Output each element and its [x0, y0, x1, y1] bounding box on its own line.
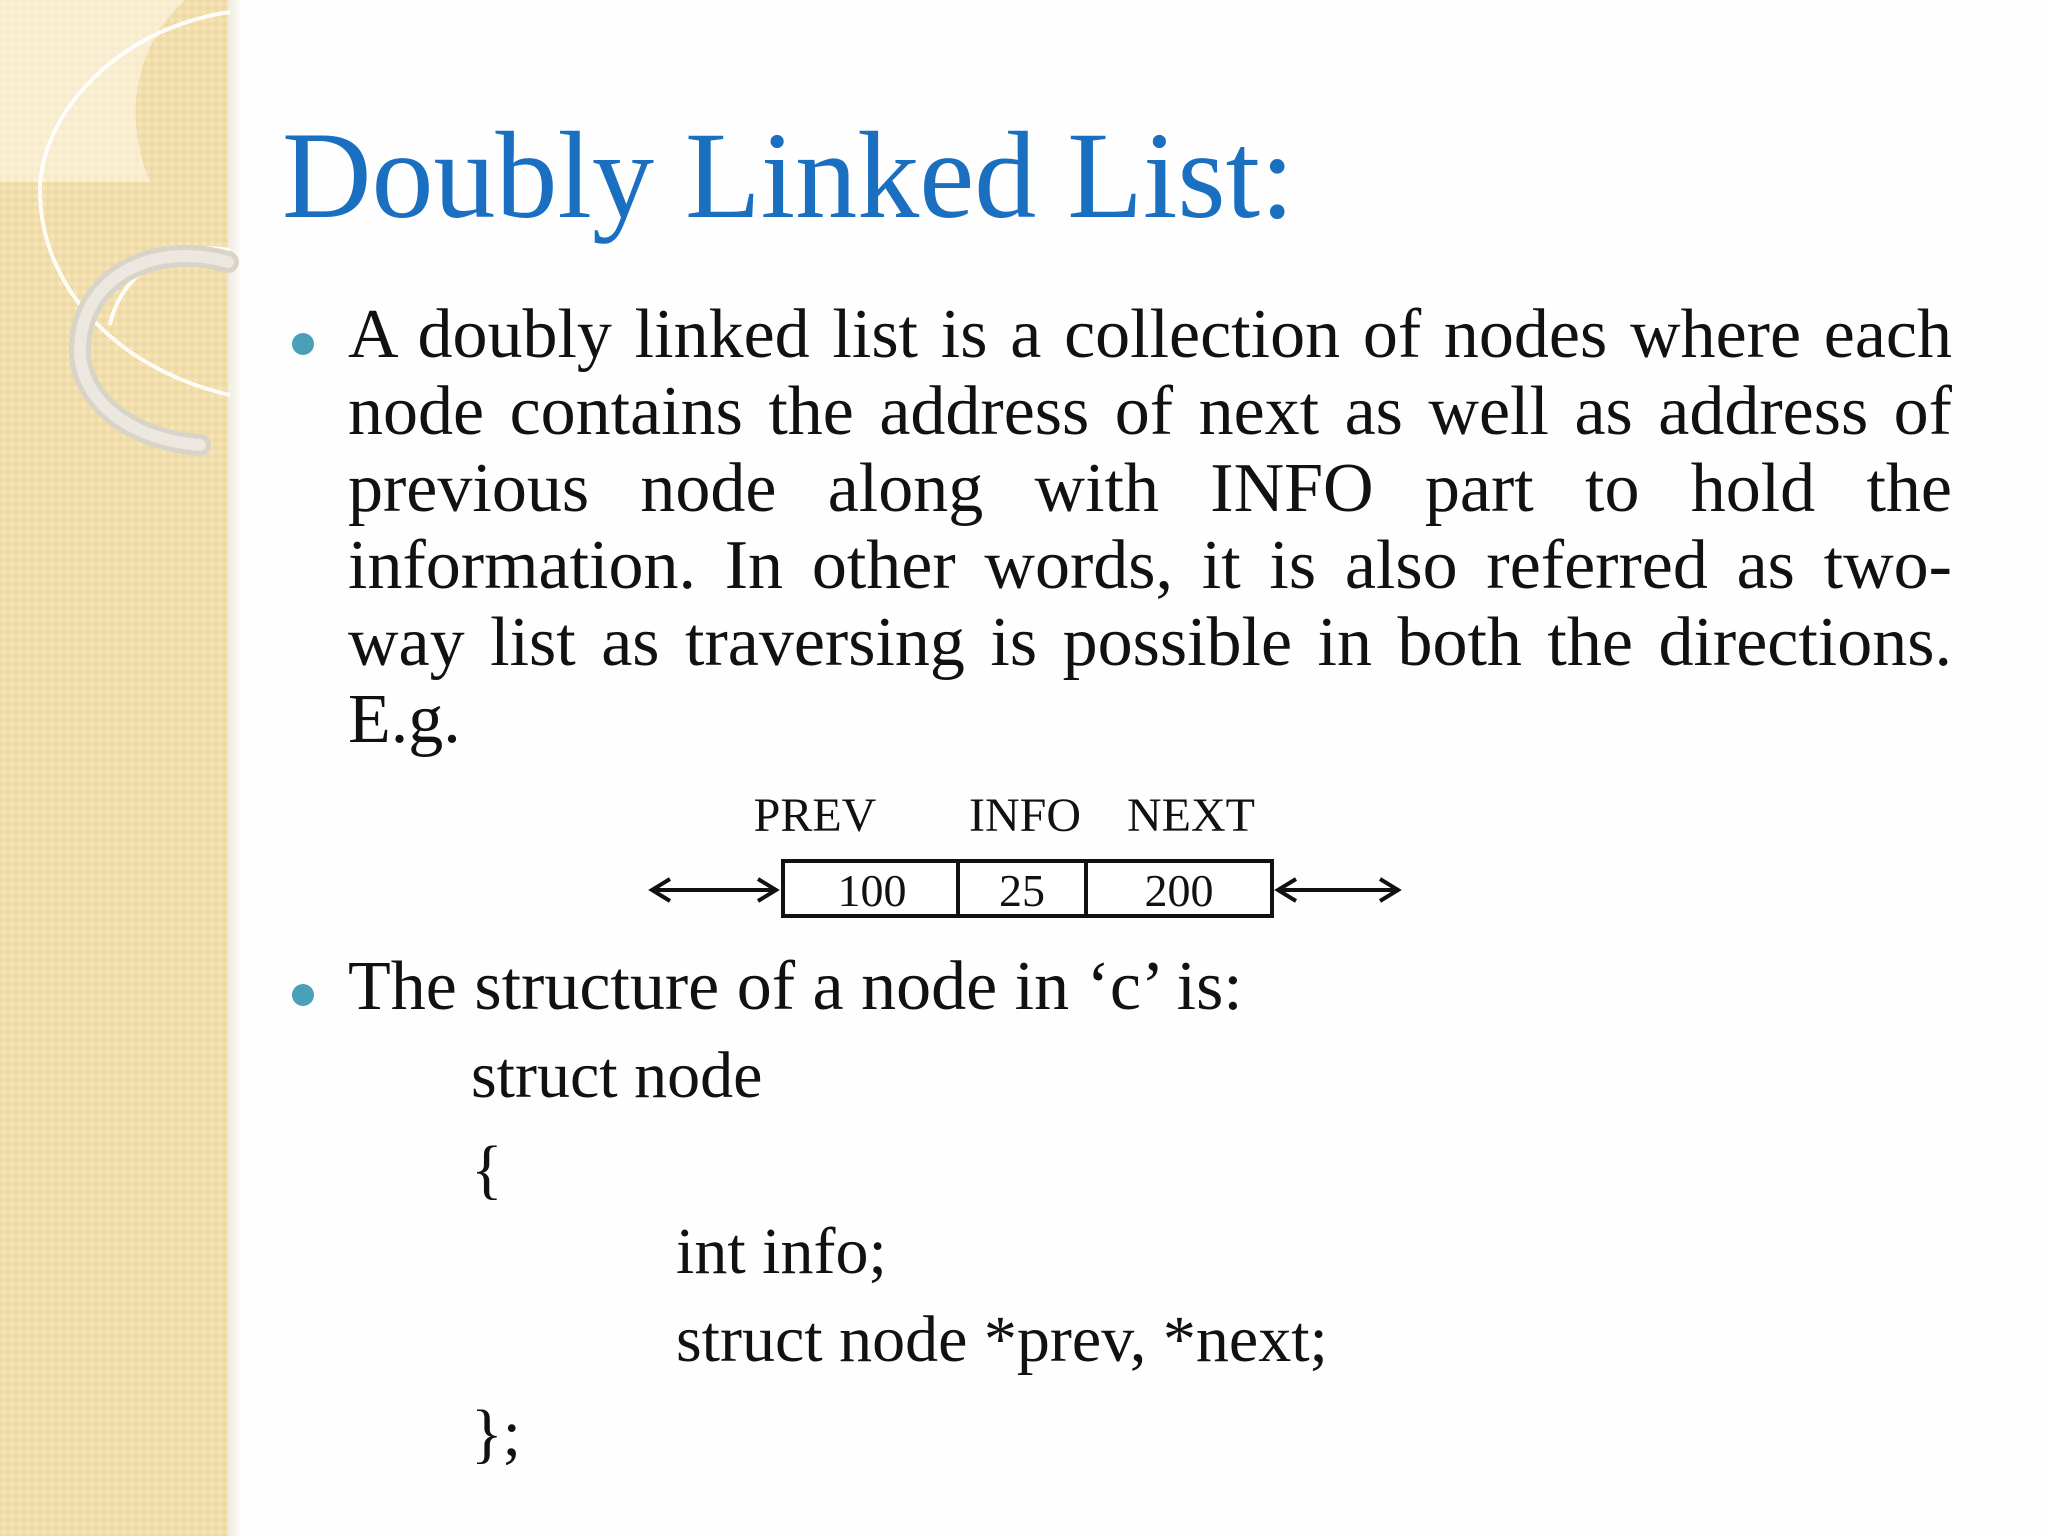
right-double-arrow-icon — [1278, 879, 1398, 901]
code-line: int info; — [676, 1215, 887, 1288]
bullet-dot-icon — [292, 984, 314, 1006]
cell-next-value: 200 — [1144, 865, 1214, 916]
diagram-header-info: INFO — [968, 789, 1082, 842]
slide-title: Doubly Linked List: — [282, 107, 1295, 244]
diagram-header-prev: PREV — [753, 789, 877, 842]
code-line: struct node *prev, *next; — [676, 1303, 1328, 1376]
bullet-text-structure: The structure of a node in ‘c’ is: — [348, 948, 1243, 1025]
diagram-header-next: NEXT — [1127, 789, 1255, 842]
node-diagram — [640, 780, 1420, 930]
code-line: { — [471, 1133, 503, 1206]
left-double-arrow-icon — [652, 879, 776, 901]
cell-prev-value: 100 — [837, 865, 907, 916]
code-line: }; — [471, 1397, 522, 1470]
code-line: struct node — [471, 1039, 763, 1112]
bullet-dot-icon — [292, 333, 314, 355]
bullet-text-definition: A doubly linked list is a collection of nodes where each node contains the address of next as well as address of previous node along with INFO part to hold the information. In other words, it is also referred as two-way list as traversing is possible in both the directions. E.g. — [348, 296, 1952, 758]
cell-info-value: 25 — [999, 865, 1045, 916]
decorative-rings — [0, 0, 260, 500]
